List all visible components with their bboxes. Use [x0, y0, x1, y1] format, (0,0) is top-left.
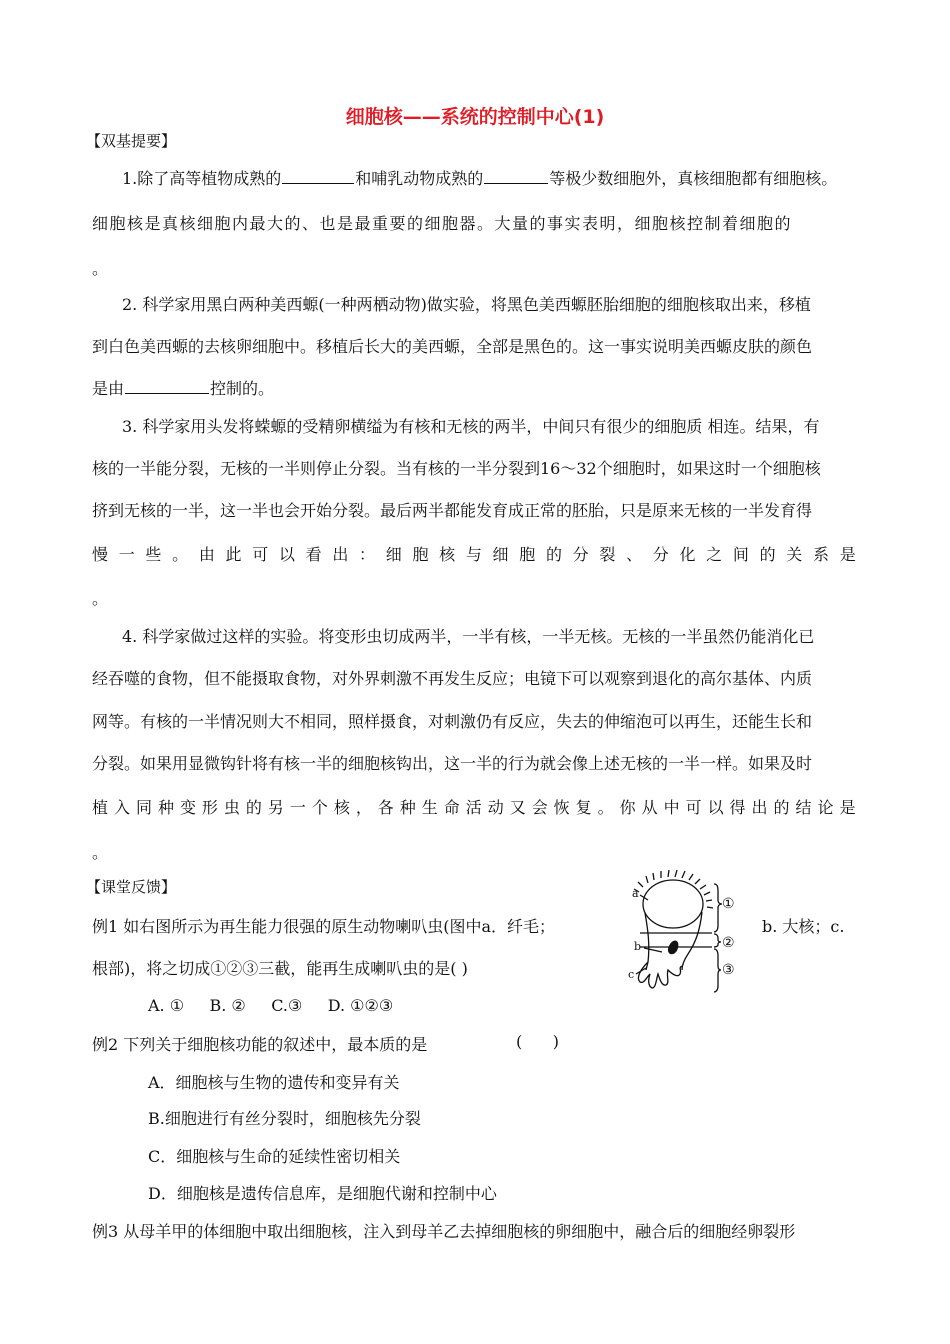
- q2-line2: 到白色美西螈的去核卵细胞中。移植后长大的美西螈，全部是黑色的。这一事实说明美西螈皮肤的颜色: [92, 337, 813, 356]
- q3-line5: 。: [92, 589, 109, 608]
- label-b: b: [634, 940, 642, 953]
- stentor-figure: [618, 870, 748, 1000]
- answer-blank[interactable]: [282, 169, 354, 184]
- label-3: ③: [722, 962, 735, 978]
- ex1-line2: 根部)，将之切成①②③三截，能再生成喇叭虫的是( ): [92, 959, 468, 978]
- macronucleus: [668, 941, 678, 955]
- ex2-option-a: A．细胞核与生物的遗传和变异有关: [148, 1073, 400, 1092]
- q1-line2: 细胞核是真核细胞内最大的、也是最重要的细胞器。大量的事实表明，细胞核控制着细胞的: [92, 214, 793, 233]
- ex2-option-c: C．细胞核与生命的延续性密切相关: [148, 1147, 401, 1166]
- ex1-options: A. ① B. ② C.③ D. ①②③: [148, 996, 394, 1015]
- section-heading-feedback: 【课堂反馈】: [86, 878, 177, 896]
- answer-blank[interactable]: [484, 169, 548, 184]
- ex2-option-b: B.细胞进行有丝分裂时，细胞核先分裂: [148, 1109, 421, 1128]
- label-2: ②: [722, 935, 735, 951]
- ex1-line1-continued: b. 大核；c.: [762, 917, 845, 936]
- q4-line1: 4. 科学家做过这样的实验。将变形虫切成两半，一半有核，一半无核。无核的一半虽然仍能消化已: [122, 627, 815, 646]
- q4-line5: 植 入 同 种 变 形 虫 的 另 一 个 核 ， 各 种 生 命 活 动 又 会 恢 复 。 你 从 中 可 以 得 出 的 结 论 是: [92, 798, 856, 817]
- oral-disc: [643, 880, 703, 928]
- ex2-stem: 例2 下列关于细胞核功能的叙述中，最本质的是: [92, 1035, 428, 1054]
- q3-line4: 慢 一 些 。 由 此 可 以 看 出 ： 细 胞 核 与 细 胞 的 分 裂 、 分 化 之 间 的 关 系 是: [92, 545, 856, 564]
- cilia: [634, 870, 713, 908]
- q2-line3: 是由 控制的。: [92, 379, 275, 398]
- label-a: a: [632, 887, 639, 900]
- q1-line3: 。: [92, 259, 109, 278]
- label-1: ①: [722, 896, 735, 912]
- ex3-line1: 例3 从母羊甲的体细胞中取出细胞核，注入到母羊乙去掉细胞核的卵细胞中，融合后的细胞经卵裂形: [92, 1222, 796, 1241]
- root: [638, 962, 682, 988]
- ex2-option-d: D．细胞核是遗传信息库，是细胞代谢和控制中心: [148, 1184, 497, 1203]
- label-c: c: [628, 968, 635, 981]
- section-heading-basics: 【双基提要】: [86, 132, 177, 150]
- q3-line1: 3. 科学家用头发将蝾螈的受精卵横缢为有核和无核的两半，中间只有很少的细胞质 相连。结果，有: [122, 417, 820, 436]
- q4-line4: 分裂。如果用显微钩针将有核一半的细胞核钩出，这一半的行为就会像上述无核的一半一样。如果及时: [92, 754, 813, 773]
- q1-line1: 1.除了高等植物成熟的 和哺乳动物成熟的 等极少数细胞外，真核细胞都有细胞核。: [122, 169, 838, 188]
- q4-line3: 网等。有核的一半情况则大不相同，照样摄食，对刺激仍有反应，失去的伸缩泡可以再生，还能生长和: [92, 712, 813, 731]
- ex1-line1: 例1 如右图所示为再生能力很强的原生动物喇叭虫(图中a．纤毛；: [92, 917, 556, 936]
- q2-line1: 2. 科学家用黑白两种美西螈(一种两栖动物)做实验，将黑色美西螈胚胎细胞的细胞核取出来，移植: [122, 295, 811, 314]
- q4-line2: 经吞噬的食物，但不能摄取食物，对外界刺激不再发生反应；电镜下可以观察到退化的高尔基体、内质: [92, 669, 813, 688]
- ex2-answer-paren[interactable]: ( ): [516, 1032, 559, 1051]
- page-title: 细胞核——系统的控制中心(1): [345, 106, 605, 128]
- answer-blank[interactable]: [125, 379, 209, 394]
- q4-line6: 。: [92, 843, 109, 862]
- q3-line3: 挤到无核的一半，这一半也会开始分裂。最后两半都能发育成正常的胚胎，只是原来无核的一半发育得: [92, 501, 813, 520]
- q3-line2: 核的一半能分裂，无核的一半则停止分裂。当有核的一半分裂到16～32个细胞时，如果这时一个细胞核: [92, 459, 821, 478]
